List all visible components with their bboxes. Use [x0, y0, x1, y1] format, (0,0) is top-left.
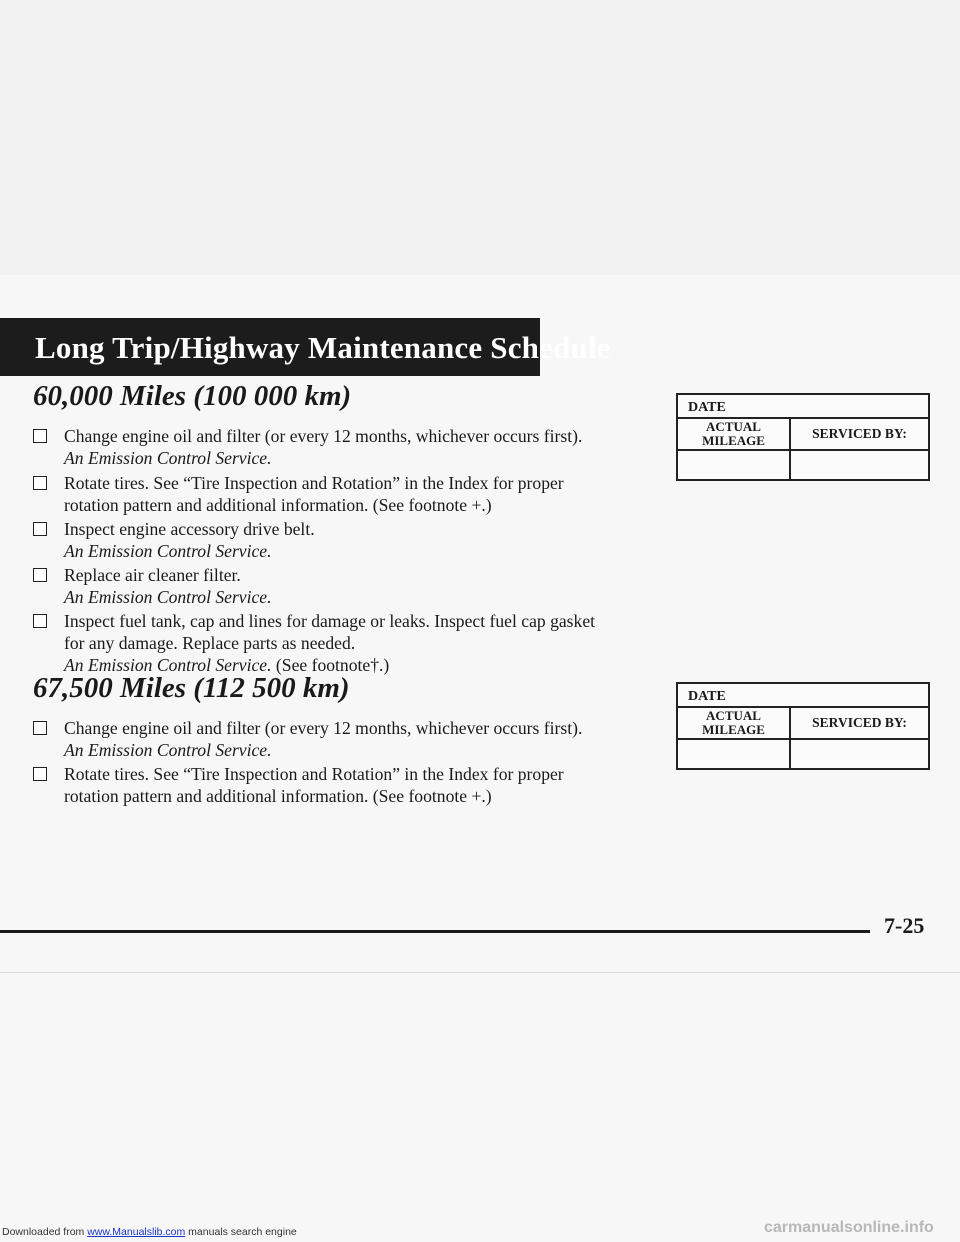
checklist-item: [33, 518, 653, 562]
mileage-heading-60000: 60,000 Miles (100 000 km): [33, 380, 352, 412]
item-text: Rotate tires. See “Tire Inspection and Rotation” in the Index for proper: [64, 764, 564, 784]
item-text-cont: for any damage. Replace parts as needed.: [64, 633, 356, 653]
checkbox[interactable]: [33, 721, 47, 735]
checkbox[interactable]: [33, 476, 47, 490]
service-record-box: [676, 682, 930, 770]
download-footer: Downloaded from www.Manualslib.com manuals search engine: [2, 1226, 297, 1238]
banner-title: Long Trip/Highway Maintenance Schedule: [35, 330, 611, 365]
watermark: carmanualsonline.info: [764, 1219, 934, 1236]
checkbox[interactable]: [33, 429, 47, 443]
checkbox[interactable]: [33, 614, 47, 628]
item-note: An Emission Control Service.: [64, 740, 272, 760]
item-text: Change engine oil and filter (or every 12 months, whichever occurs first).: [64, 718, 583, 738]
item-text: Inspect fuel tank, cap and lines for damage or leaks. Inspect fuel cap gasket: [64, 611, 596, 631]
serviced-by-header: SERVICED BY:: [812, 426, 907, 441]
date-label: DATE: [688, 400, 726, 415]
item-note: An Emission Control Service.: [64, 541, 272, 561]
divider: [0, 972, 960, 973]
item-note: An Emission Control Service.: [64, 655, 272, 675]
page-rule: [0, 930, 870, 933]
item-note: An Emission Control Service.: [64, 448, 272, 468]
manualslib-link[interactable]: www.Manualslib.com: [87, 1226, 186, 1238]
checklist-item: [33, 717, 653, 761]
top-margin: [0, 0, 960, 275]
actual-mileage-field[interactable]: [678, 451, 791, 479]
serviced-by-header: SERVICED BY:: [812, 715, 907, 730]
checklist-item: [33, 564, 653, 608]
actual-mileage-field[interactable]: [678, 740, 791, 768]
checklist-item: [33, 763, 653, 807]
item-text: Rotate tires. See “Tire Inspection and Rotation” in the Index for proper: [64, 473, 564, 493]
item-note: An Emission Control Service.: [64, 587, 272, 607]
serviced-by-field[interactable]: [791, 740, 928, 768]
date-label: DATE: [688, 689, 726, 704]
checklist-item: [33, 472, 653, 516]
checkbox[interactable]: [33, 522, 47, 536]
serviced-by-field[interactable]: [791, 451, 928, 479]
footnote-ref: (See footnote†.): [271, 655, 390, 675]
checkbox[interactable]: [33, 767, 47, 781]
checklist-item: [33, 610, 653, 676]
page-number: 7-25: [884, 913, 925, 938]
mileage-heading-67500: 67,500 Miles (112 500 km): [33, 672, 350, 704]
service-record-box: [676, 393, 930, 481]
item-text-cont: rotation pattern and additional information. (See footnote +.): [64, 786, 492, 806]
item-text: Inspect engine accessory drive belt.: [64, 519, 315, 539]
item-text: Replace air cleaner filter.: [64, 565, 241, 585]
actual-mileage-header: ACTUAL MILEAGE: [678, 708, 791, 738]
checklist-item: [33, 425, 653, 469]
checkbox[interactable]: [33, 568, 47, 582]
item-text-cont: rotation pattern and additional information. (See footnote +.): [64, 495, 492, 515]
actual-mileage-header: ACTUAL MILEAGE: [678, 419, 791, 449]
item-text: Change engine oil and filter (or every 12 months, whichever occurs first).: [64, 426, 583, 446]
